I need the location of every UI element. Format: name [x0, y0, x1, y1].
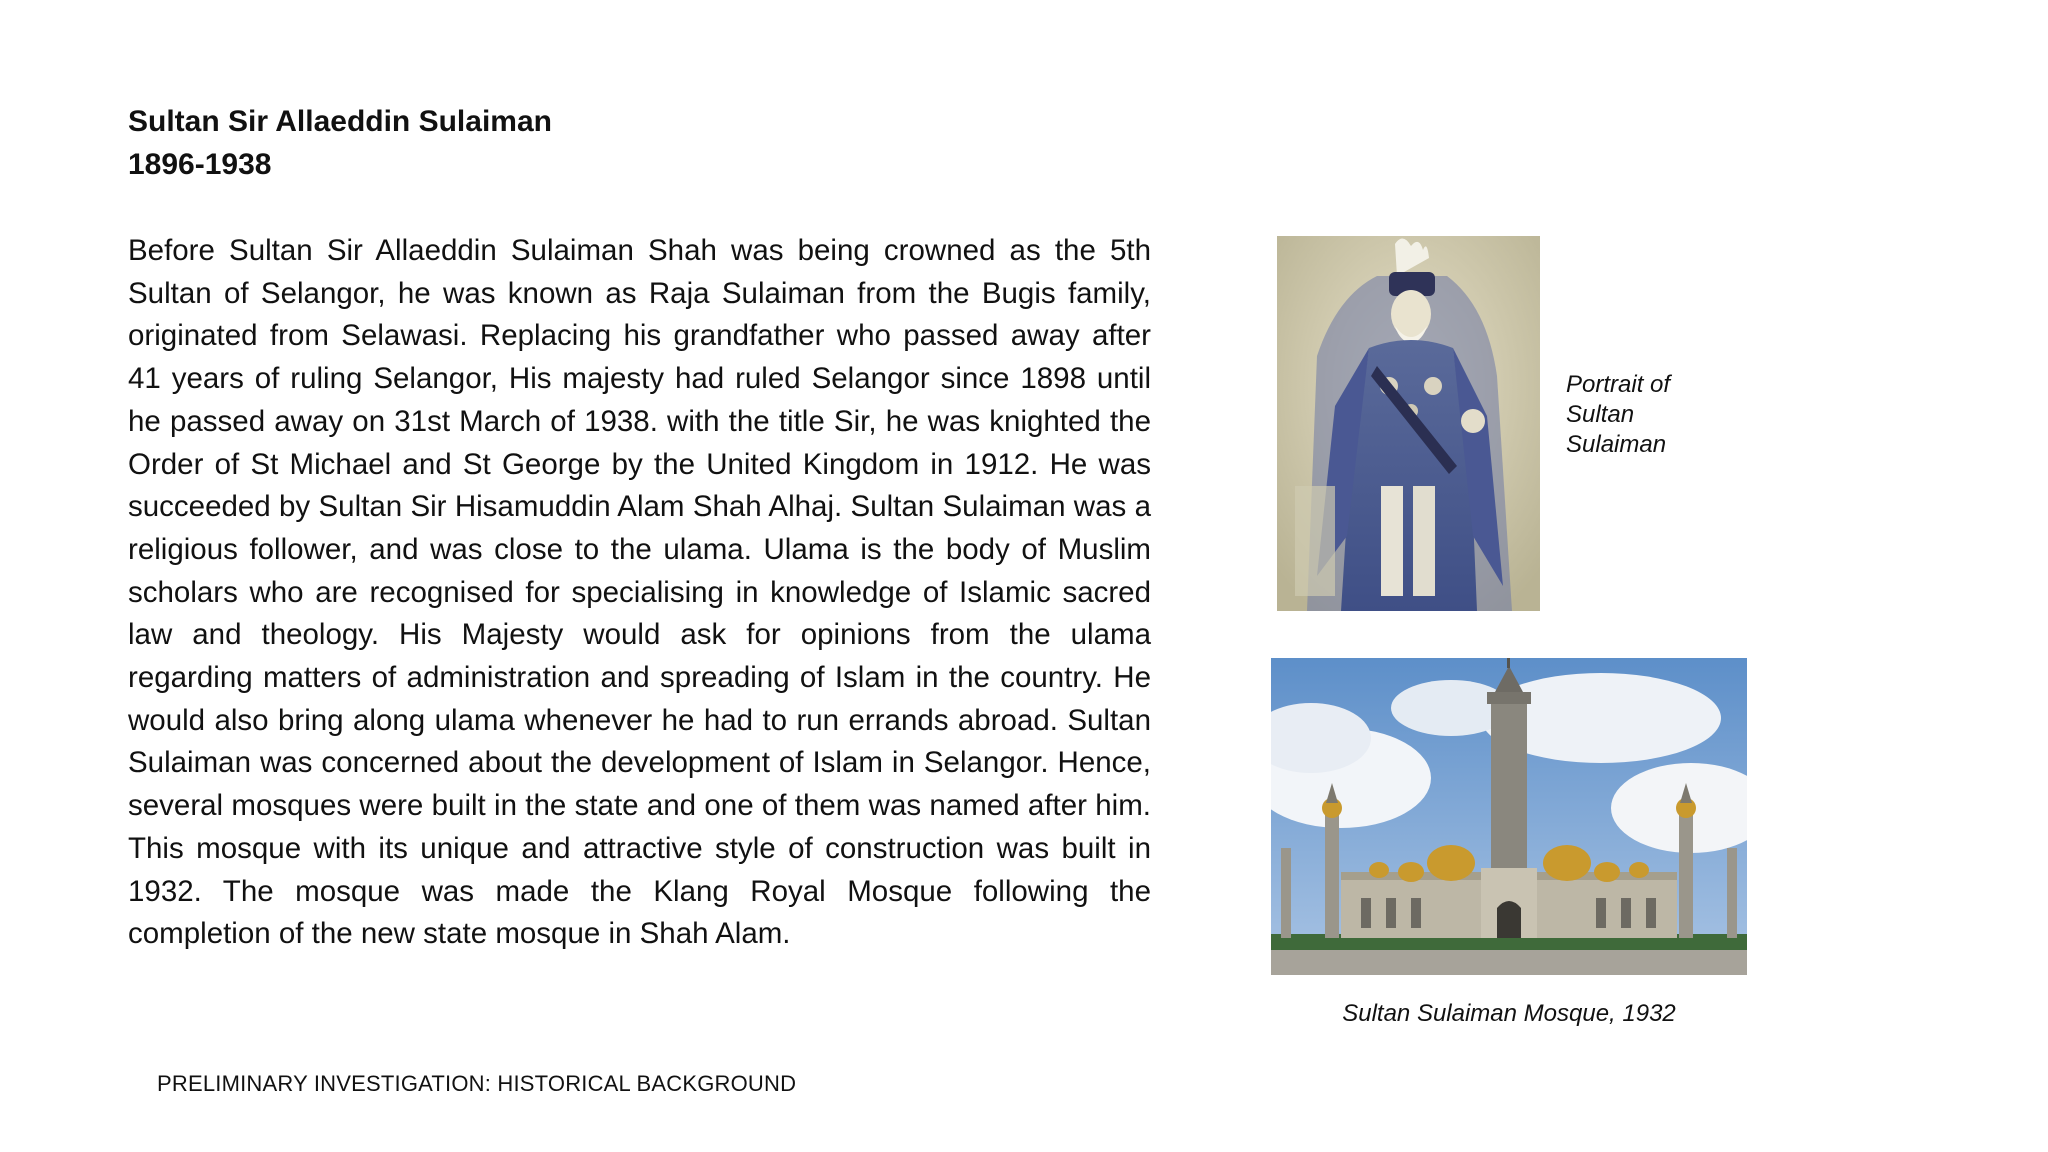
footer-label: PRELIMINARY INVESTIGATION: HISTORICAL BACKGROUND — [157, 1071, 797, 1096]
mosque-image — [1271, 658, 1747, 975]
mosque-caption: Sultan Sulaiman Mosque, 1932 — [1342, 1000, 1676, 1027]
portrait-image — [1277, 236, 1540, 611]
body-paragraph: Before Sultan Sir Allaeddin Sulaiman Shah was being crowned as the 5th Sultan of Selangor, he was known as Raja Sulaiman from the Bugis family, originated from Selawasi. Replacing his grandfather who passed away after 41 years of ruling Selangor, His majesty had ruled Selangor since 1898 until he passed away on 31st March of 1938. with the title Sir, he was knighted the Order of St Michael and St George by the United Kingdom in 1912. He was succeeded by Sultan Sir Hisamuddin Alam Shah Alhaj. Sultan Sulaiman was a religious follower, and was close to the ulama. Ulama is the body of Muslim scholars who are recognised for specialising in knowledge of Islamic sacred law and theology. His Majesty would ask for opinions from the ulama regarding matters of administration and spreading of Islam in the country. He would also bring along ulama whenever he had to run errands abroad. Sultan Sulaiman was concerned about the development of Islam in Selangor. Hence, several mosques were built in the state and one of them was named after him. This mosque with its unique and attractive style of construction was built in 1932. The mosque was made the Klang Royal Mosque following the completion of the new state mosque in Shah Alam. — [128, 234, 1151, 951]
portrait-caption: Portrait of Sultan Sulaiman — [1566, 371, 1671, 458]
page-title — [128, 100, 552, 186]
title-name: Sultan Sir Allaeddin Sulaiman — [128, 105, 552, 138]
title-years: 1896-1938 — [128, 148, 272, 181]
portrait-illustration — [1277, 236, 1540, 611]
mosque-illustration — [1271, 658, 1747, 975]
